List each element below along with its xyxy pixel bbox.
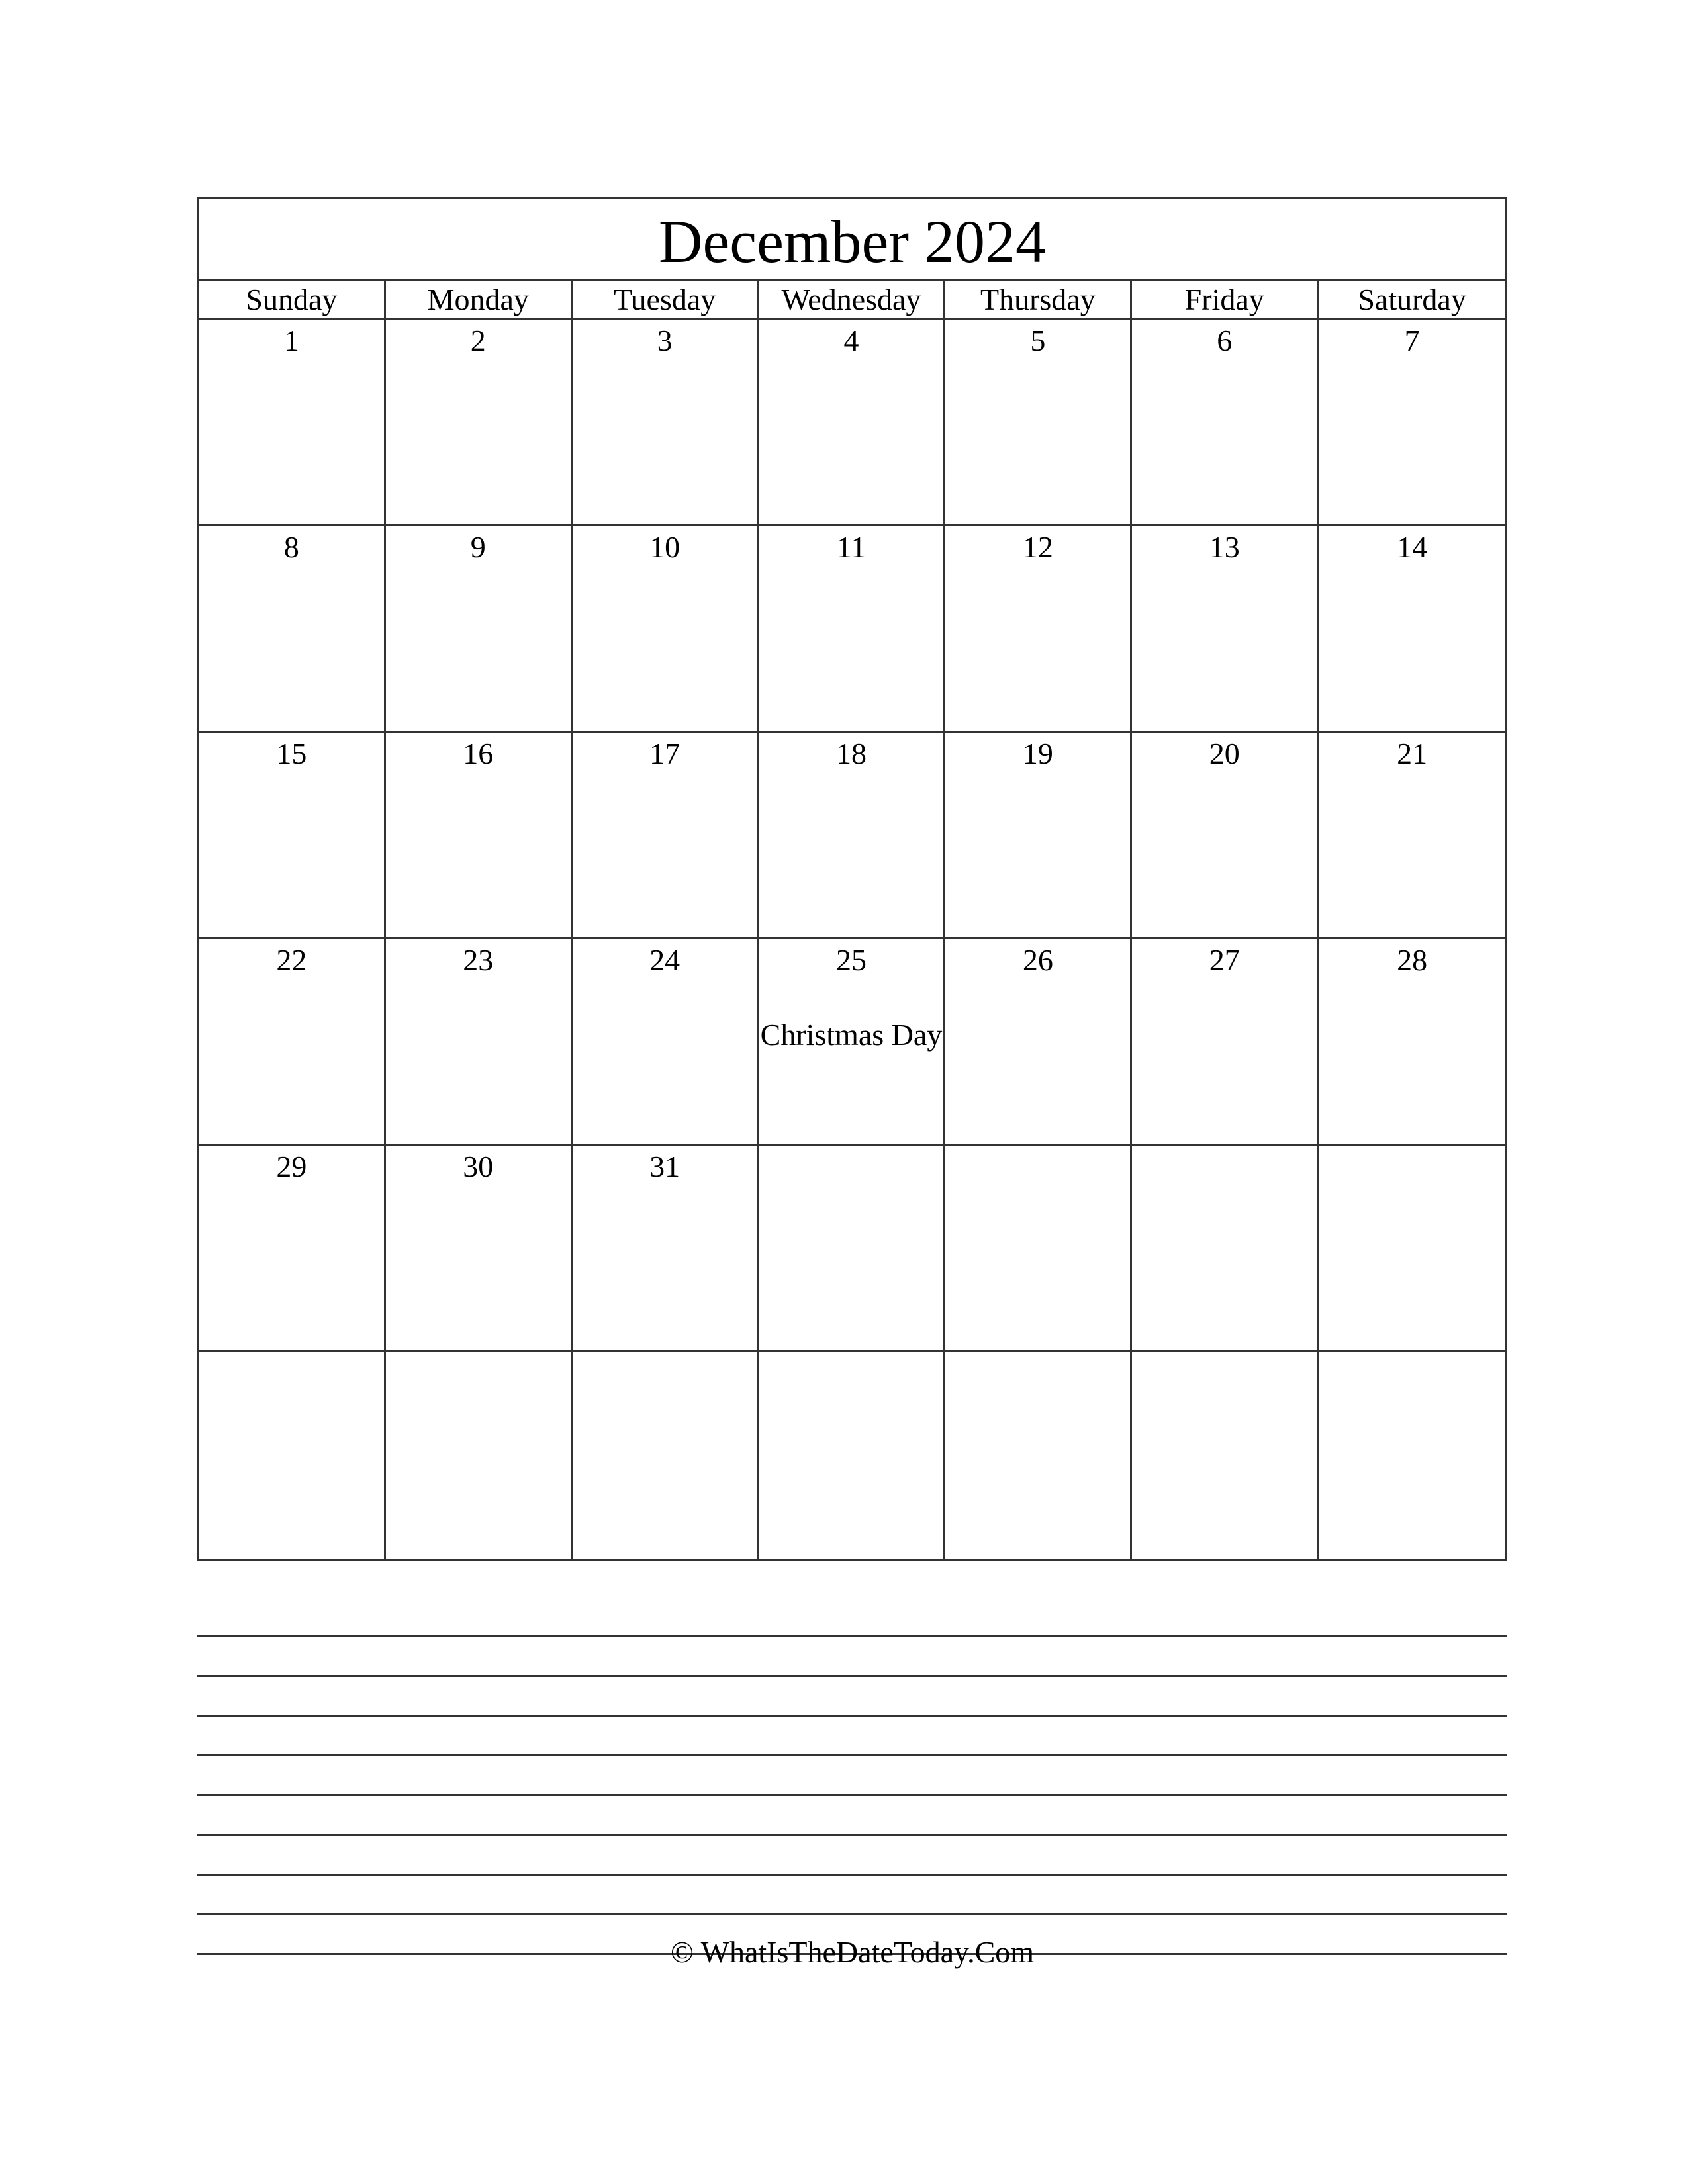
day-number: 23 xyxy=(463,943,494,977)
day-cell xyxy=(1319,1352,1505,1559)
day-number: 18 xyxy=(835,737,867,770)
day-cell xyxy=(199,733,386,939)
day-cell xyxy=(1319,733,1505,939)
day-cell xyxy=(1319,320,1505,526)
day-cell xyxy=(1132,1146,1319,1352)
note-line xyxy=(197,1876,1507,1915)
day-number: 29 xyxy=(276,1150,307,1183)
day-cell xyxy=(1132,733,1319,939)
day-cell xyxy=(1132,1352,1319,1559)
day-cell xyxy=(945,320,1132,526)
day-cell xyxy=(759,1352,946,1559)
day-cell xyxy=(1319,939,1505,1146)
day-number: 1 xyxy=(283,324,299,357)
calendar xyxy=(197,197,1507,1561)
note-line xyxy=(197,1637,1507,1677)
note-line xyxy=(197,1717,1507,1756)
note-line xyxy=(197,1677,1507,1717)
day-cell xyxy=(199,1146,386,1352)
day-number: 16 xyxy=(463,737,494,770)
day-cell xyxy=(759,939,946,1146)
weekday-header: Friday xyxy=(1132,281,1319,320)
day-number: 8 xyxy=(283,530,299,564)
day-number: 24 xyxy=(649,943,680,977)
day-number: 15 xyxy=(276,737,307,770)
day-cell xyxy=(573,733,759,939)
day-cell xyxy=(1319,526,1505,733)
day-number: 27 xyxy=(1209,943,1240,977)
holiday-label: Christmas Day xyxy=(760,1018,943,1052)
day-number: 11 xyxy=(836,530,867,564)
day-number: 2 xyxy=(470,324,486,357)
weekday-header: Sunday xyxy=(199,281,386,320)
day-number: 30 xyxy=(463,1150,494,1183)
day-number: 6 xyxy=(1217,324,1233,357)
weekday-header: Saturday xyxy=(1319,281,1505,320)
day-number: 3 xyxy=(657,324,673,357)
day-cell xyxy=(199,939,386,1146)
day-number: 20 xyxy=(1209,737,1240,770)
day-cell xyxy=(945,1146,1132,1352)
day-number: 26 xyxy=(1022,943,1053,977)
weekday-header-row xyxy=(199,281,1505,320)
day-number: 21 xyxy=(1397,737,1428,770)
day-cell xyxy=(945,526,1132,733)
day-cell xyxy=(573,1352,759,1559)
day-cell xyxy=(1132,320,1319,526)
weekday-header: Tuesday xyxy=(573,281,759,320)
day-cell xyxy=(759,1146,946,1352)
day-cell xyxy=(386,526,573,733)
footer-copyright: © WhatIsTheDateToday.Com xyxy=(670,1935,1035,1969)
day-cell xyxy=(759,526,946,733)
day-cell xyxy=(945,1352,1132,1559)
day-number: 19 xyxy=(1022,737,1053,770)
day-cell xyxy=(386,320,573,526)
weekday-header: Wednesday xyxy=(759,281,946,320)
day-cell xyxy=(573,526,759,733)
day-number: 12 xyxy=(1022,530,1053,564)
day-cell xyxy=(386,939,573,1146)
day-number: 4 xyxy=(843,324,859,357)
day-cell xyxy=(199,1352,386,1559)
day-number: 31 xyxy=(649,1150,680,1183)
notes-area xyxy=(197,1598,1507,1955)
day-number: 22 xyxy=(276,943,307,977)
note-line xyxy=(197,1598,1507,1637)
day-cell xyxy=(199,320,386,526)
day-cell xyxy=(386,1352,573,1559)
day-cell xyxy=(759,320,946,526)
note-line xyxy=(197,1796,1507,1836)
day-number: 13 xyxy=(1209,530,1240,564)
note-line xyxy=(197,1756,1507,1796)
day-cell xyxy=(573,1146,759,1352)
day-number: 5 xyxy=(1030,324,1046,357)
day-cell xyxy=(1132,526,1319,733)
day-cell xyxy=(945,733,1132,939)
day-number: 9 xyxy=(470,530,486,564)
day-number: 17 xyxy=(649,737,680,770)
day-number: 25 xyxy=(835,943,867,977)
day-cell xyxy=(1319,1146,1505,1352)
day-cell xyxy=(759,733,946,939)
day-number: 28 xyxy=(1397,943,1428,977)
day-number: 7 xyxy=(1404,324,1420,357)
day-cell xyxy=(386,733,573,939)
weekday-header: Monday xyxy=(386,281,573,320)
day-cell xyxy=(573,939,759,1146)
note-line xyxy=(197,1836,1507,1876)
day-cell xyxy=(945,939,1132,1146)
day-cell xyxy=(1132,939,1319,1146)
day-number: 10 xyxy=(649,530,680,564)
day-cell xyxy=(199,526,386,733)
weekday-header: Thursday xyxy=(945,281,1132,320)
calendar-title: December 2024 xyxy=(199,199,1505,281)
day-cell xyxy=(573,320,759,526)
day-cell xyxy=(386,1146,573,1352)
day-grid xyxy=(199,320,1505,1559)
day-number: 14 xyxy=(1397,530,1428,564)
